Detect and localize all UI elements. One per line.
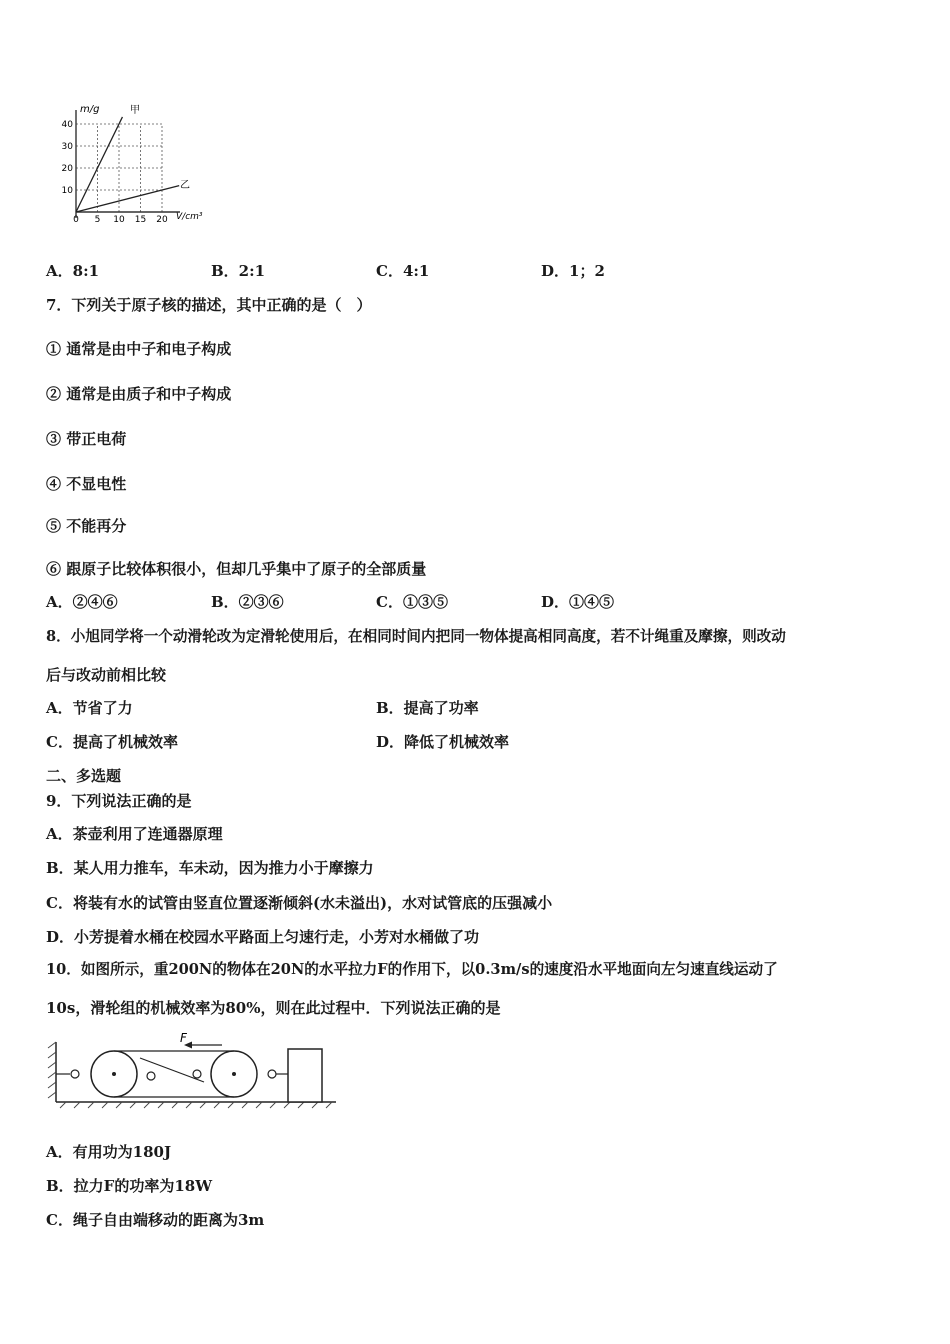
wall-hatching (48, 1042, 56, 1098)
section-heading: 二、多选题 (46, 767, 122, 785)
ground-hatching (60, 1102, 332, 1108)
q7-statement-3: ③ 带正电荷 (46, 430, 127, 448)
q6-option-d[interactable]: D．1；2 (541, 262, 605, 280)
series-b-label: 乙 (180, 180, 190, 191)
hook-left (71, 1070, 79, 1078)
graph-series (76, 117, 179, 212)
q6-option-b[interactable]: B．2:1 (211, 262, 266, 280)
q8-option-d[interactable]: D．降低了机械效率 (376, 733, 510, 751)
q7-statement-1: ① 通常是由中子和电子构成 (46, 340, 232, 358)
movable-pulley-axle (232, 1072, 236, 1076)
x-tick-label: 10 (113, 215, 125, 225)
q7-statement-4: ④ 不显电性 (46, 475, 127, 493)
q10-option-a[interactable]: A．有用功为180J (46, 1143, 172, 1161)
x-axis-label: V/cm³ (176, 212, 203, 222)
fixed-pulley-axle (112, 1072, 116, 1076)
q10-stem-line1: 10．如图所示，重200N的物体在20N的水平拉力F的作用下，以0.3m/s的速度沿水平地面向左匀速直线运动了 (46, 961, 778, 978)
q8-option-a[interactable]: A．节省了力 (46, 699, 133, 717)
q8-stem-line1: 8．小旭同学将一个动滑轮改为定滑轮使用后，在相同时间内把同一物体提高相同高度，若不计绳重及摩擦，则改动 (46, 628, 786, 645)
force-label: F (180, 1032, 187, 1045)
x-tick-label: 0 (73, 215, 79, 225)
q7-statement-6: ⑥ 跟原子比较体积很小，但却几乎集中了原子的全部质量 (46, 560, 427, 578)
q8-option-b[interactable]: B．提高了功率 (376, 699, 479, 717)
q7-option-d[interactable]: D．①④⑤ (541, 593, 615, 611)
series-a-label: 甲 (130, 105, 140, 116)
x-tick-label: 15 (134, 215, 147, 225)
q8-stem-line2: 后与改动前相比较 (46, 666, 167, 684)
rope-cross (140, 1058, 204, 1082)
q8-option-c[interactable]: C．提高了机械效率 (46, 733, 178, 751)
x-tick-label: 20 (156, 215, 168, 225)
q7-option-b[interactable]: B．②③⑥ (211, 593, 284, 611)
object-block (288, 1049, 322, 1102)
hook-mid-right (193, 1070, 201, 1078)
q9-option-d[interactable]: D．小芳提着水桶在校园水平路面上匀速行走，小芳对水桶做了功 (46, 928, 480, 946)
q10-stem-line2: 10s，滑轮组的机械效率为80%，则在此过程中．下列说法正确的是 (46, 999, 501, 1017)
q6-option-c[interactable]: C．4:1 (376, 262, 430, 280)
graph-grid (76, 124, 162, 212)
y-tick-label: 30 (61, 142, 73, 152)
series-a-line (76, 117, 122, 212)
q7-statement-2: ② 通常是由质子和中子构成 (46, 385, 232, 403)
q7-option-c[interactable]: C．①③⑤ (376, 593, 448, 611)
q9-option-a[interactable]: A．茶壶利用了连通器原理 (46, 825, 223, 843)
x-tick-label: 5 (94, 215, 101, 225)
q9-option-b[interactable]: B．某人用力推车，车未动，因为推力小于摩擦力 (46, 859, 374, 877)
mass-volume-graph (50, 100, 220, 230)
y-tick-label: 40 (61, 120, 73, 130)
q9-stem: 9．下列说法正确的是 (46, 792, 192, 810)
series-b-line (76, 186, 179, 212)
pulley-system-figure (44, 1032, 344, 1112)
q6-option-a[interactable]: A．8:1 (46, 262, 100, 280)
hook-right (268, 1070, 276, 1078)
q7-statement-5: ⑤ 不能再分 (46, 517, 127, 535)
y-tick-label: 20 (61, 164, 73, 174)
q10-option-c[interactable]: C．绳子自由端移动的距离为3m (46, 1211, 265, 1229)
q10-option-b[interactable]: B．拉力F的功率为18W (46, 1177, 213, 1195)
q9-option-c[interactable]: C．将装有水的试管由竖直位置逐渐倾斜(水未溢出)，水对试管底的压强减小 (46, 894, 553, 912)
y-tick-label: 10 (61, 186, 73, 196)
hook-mid-left (147, 1072, 155, 1080)
y-axis-label: m/g (80, 104, 100, 115)
q7-option-a[interactable]: A．②④⑥ (46, 593, 118, 611)
q7-stem: 7．下列关于原子核的描述，其中正确的是（ ） (46, 296, 372, 314)
